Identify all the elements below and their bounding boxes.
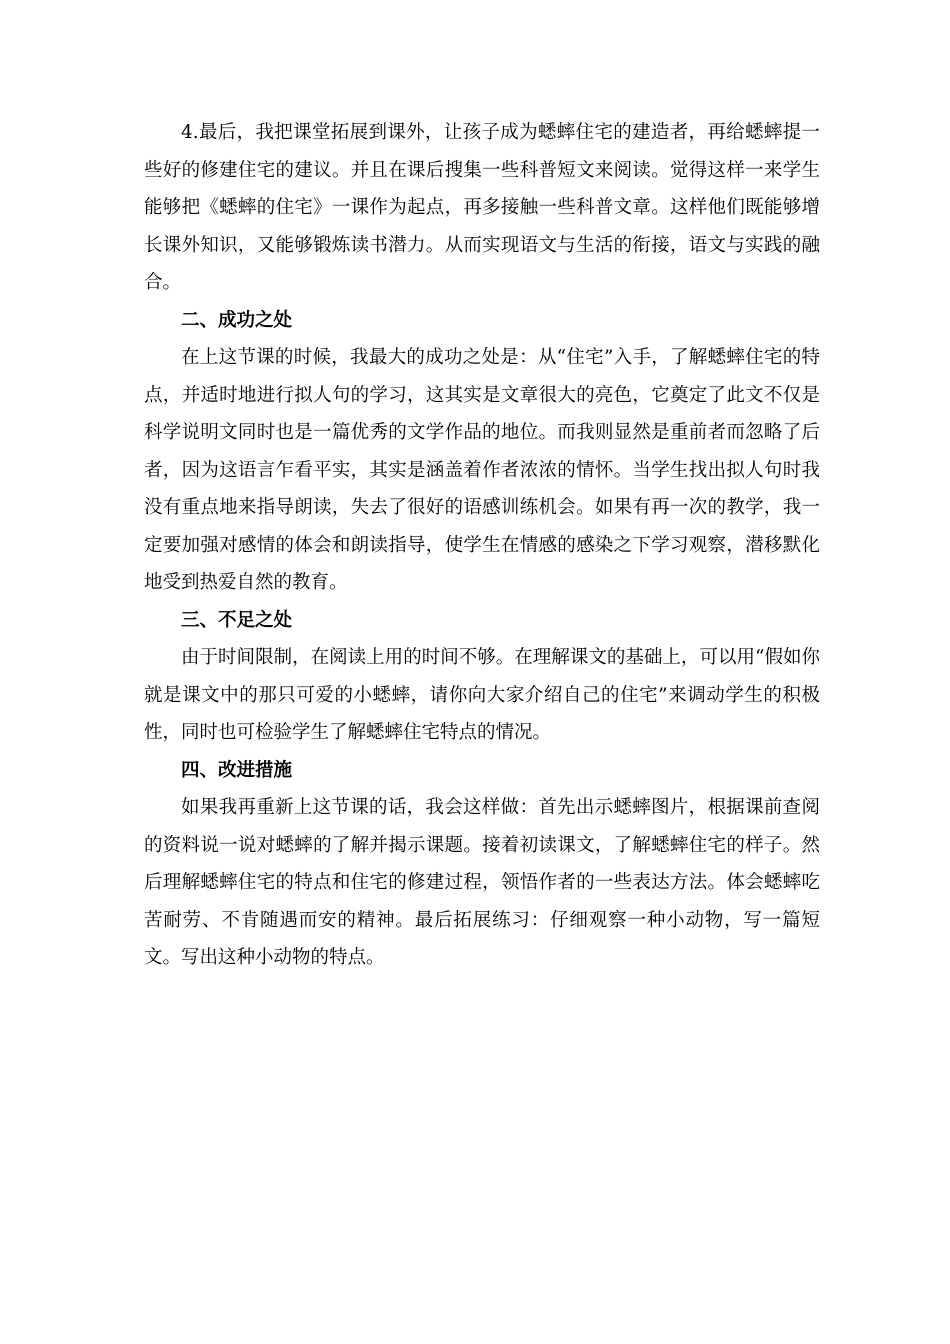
document-page [144, 114, 820, 977]
heading-shortcoming: 三、不足之处 [181, 609, 293, 631]
paragraph-success: 在上这节课的时候，我最大的成功之处是：从“住宅”入手，了解蟋蟀住宅的特点，并适时地进行拟人句的学习，这其实是文章很大的亮色，它奠定了此文不仅是科学说明文同时也是一篇优秀的文学作品的地位。而我则显然是重前者而忽略了后者，因为这语言乍看平实，其实是涵盖着作者浓浓的情怀。当学生找出拟人句时我没有重点地来指导朗读，失去了很好的语感训练机会。如果有再一次的教学，我一定要加强对感情的体会和朗读指导，使学生在情感的感染之下学习观察，潜移默化地受到热爱自然的教育。 [144, 347, 820, 593]
heading-success: 二、成功之处 [181, 309, 293, 331]
paragraph-improvement: 如果我再重新上这节课的话，我会这样做：首先出示蟋蟀图片，根据课前查阅的资料说一说对蟋蟀的了解并揭示课题。接着初读课文，了解蟋蟀住宅的样子。然后理解蟋蟀住宅的特点和住宅的修建过程，领悟作者的一些表达方法。体会蟋蟀吃苦耐劳、不肯随遇而安的精神。最后拓展练习：仔细观察一种小动物，写一篇短文。写出这种小动物的特点。 [144, 797, 820, 968]
paragraph-shortcoming: 由于时间限制，在阅读上用的时间不够。在理解课文的基础上，可以用“假如你就是课文中的那只可爱的小蟋蟀，请你向大家介绍自己的住宅”来调动学生的积极性，同时也可检验学生了解蟋蟀住宅特点的情况。 [144, 647, 820, 743]
paragraph-extension: 4.最后，我把课堂拓展到课外，让孩子成为蟋蟀住宅的建造者，再给蟋蟀提一些好的修建住宅的建议。并且在课后搜集一些科普短文来阅读。觉得这样一来学生能够把《蟋蟀的住宅》一课作为起点，再多接触一些科普文章。这样他们既能够增长课外知识，又能够锻炼读书潜力。从而实现语文与生活的衔接，语文与实践的融合。 [144, 122, 820, 293]
heading-improvement: 四、改进措施 [181, 759, 293, 781]
